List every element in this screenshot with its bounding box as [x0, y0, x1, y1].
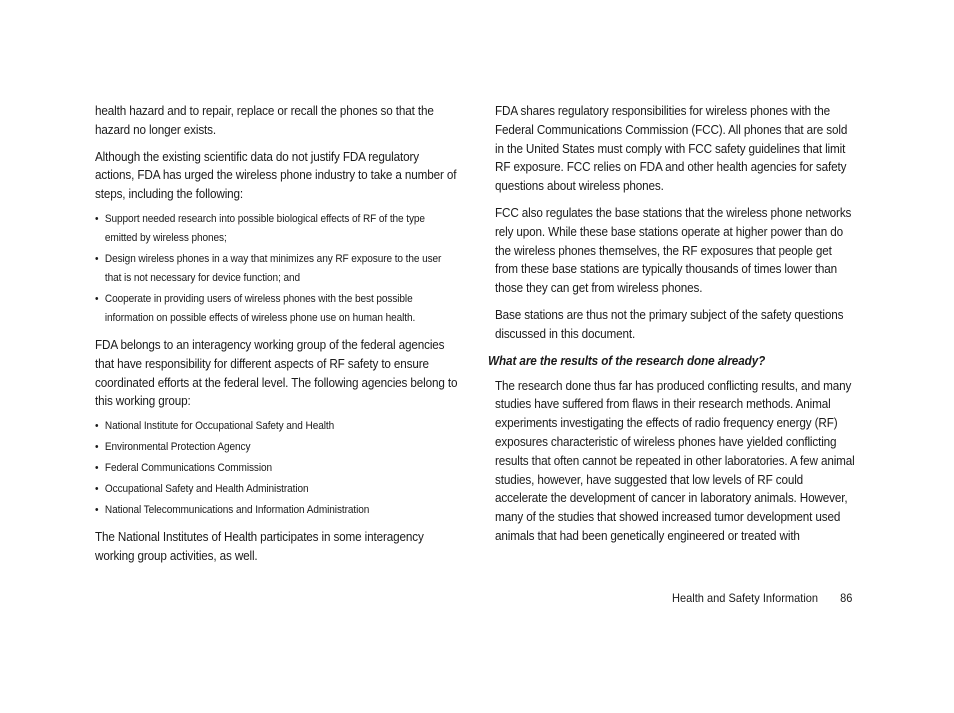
left-column [95, 102, 457, 574]
section-heading: What are the results of the research done already? [488, 353, 766, 368]
list-item: • Environmental Protection Agency [95, 438, 458, 457]
bullet-icon: • [95, 212, 99, 225]
paragraph: health hazard and to repair, replace or recall the phones so that the hazard no longer exists. [95, 104, 434, 137]
right-column [488, 102, 857, 554]
steps-list [95, 210, 457, 328]
agencies-list [95, 417, 457, 520]
page-footer [672, 589, 852, 607]
list-item: • Support needed research into possible biological effects of RF of the type emitted by wireless phones; [95, 210, 458, 248]
paragraph: The research done thus far has produced conflicting results, and many studies have suffered from flaws in their research methods. Animal experiments investigating the effects of radio frequency energy (RF) exposures characteristic of wireless phones have yielded conflicting results that often cannot be repeated in other laboratories. A few animal studies, however, have suggested that low levels of RF could accelerate the development of cancer in laboratory animals. However, many of the studies that showed increased tumor development used animals that had been genetically engineered or treated with [495, 378, 855, 543]
list-item: • Cooperate in providing users of wireless phones with the best possible information on possible effects of wireless phone use on human health. [95, 290, 458, 328]
bullet-icon: • [95, 292, 99, 305]
paragraph: FDA shares regulatory responsibilities for wireless phones with the Federal Communications Commission (FCC). All phones that are sold in the United States must comply with FCC safety guidelines that limit RF exposure. FCC relies on FDA and other health agencies for safety questions about wireless phones. [495, 104, 848, 194]
bullet-icon: • [95, 483, 99, 496]
bullet-icon: • [95, 420, 99, 433]
paragraph: Although the existing scientific data do not justify FDA regulatory actions, FDA has urged the wireless phone industry to take a number of steps, including the following: [95, 149, 457, 202]
list-item: • National Institute for Occupational Safety and Health [95, 417, 458, 436]
bullet-icon: • [95, 504, 99, 517]
bullet-icon: • [95, 462, 99, 475]
footer-section-title: Health and Safety Information [672, 591, 819, 605]
list-item: • Federal Communications Commission [95, 459, 458, 478]
paragraph: FDA belongs to an interagency working group of the federal agencies that have responsibility for different aspects of RF safety to ensure coordinated efforts at the federal level. The following agencies belong to this working group: [95, 337, 458, 409]
bullet-icon: • [95, 252, 99, 265]
list-item: • National Telecommunications and Information Administration [95, 501, 458, 520]
bullet-icon: • [95, 441, 99, 454]
list-item: • Occupational Safety and Health Administration [95, 480, 458, 499]
paragraph: FCC also regulates the base stations that the wireless phone networks rely upon. While these base stations operate at higher power than do the wireless phones themselves, the RF exposures that people get from these base stations are typically thousands of times lower than those they can get from wireless phones. [495, 205, 852, 296]
page-number: 86 [840, 591, 853, 605]
paragraph: The National Institutes of Health participates in some interagency working group activities, as well. [95, 530, 424, 563]
list-item: • Design wireless phones in a way that minimizes any RF exposure to the user that is not necessary for device function; and [95, 250, 458, 288]
paragraph: Base stations are thus not the primary subject of the safety questions discussed in this document. [495, 307, 844, 341]
